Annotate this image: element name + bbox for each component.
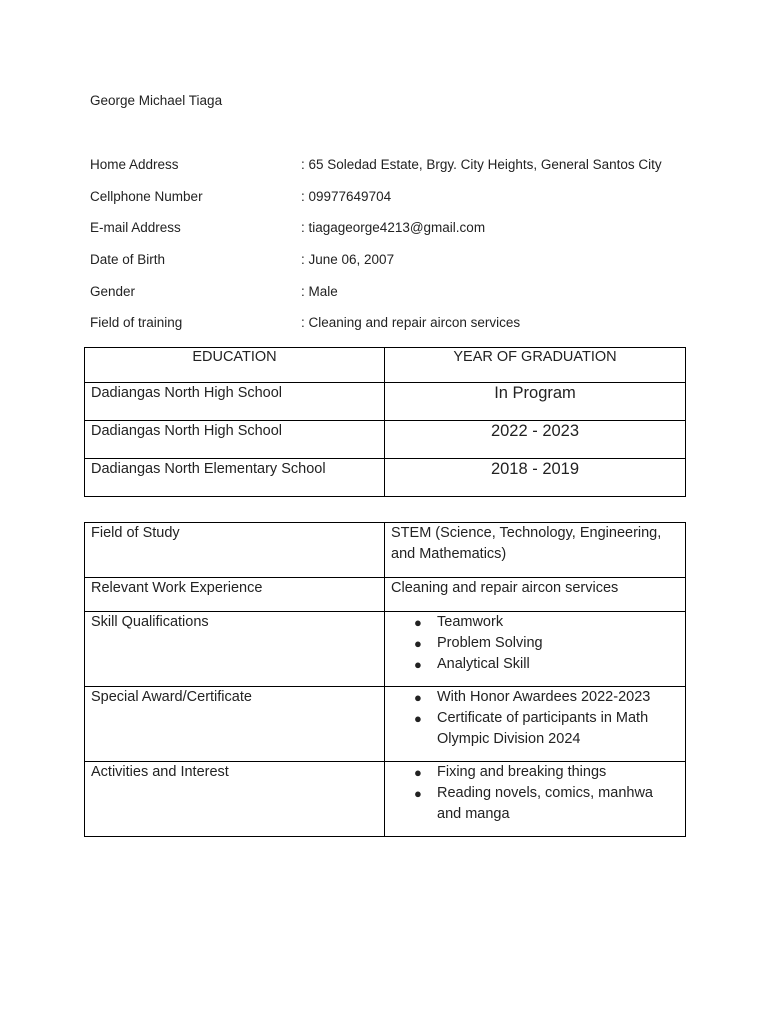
date-of-birth-label: Date of Birth [90, 252, 166, 268]
list-item [391, 708, 679, 750]
field-of-training-label: Field of training [90, 315, 183, 331]
table-row [85, 762, 686, 837]
bullet-icon: ● [414, 615, 422, 630]
date-of-birth-value: : June 06, 2007 [301, 252, 395, 268]
work-experience-label: Relevant Work Experience [85, 578, 385, 612]
home-address-label: Home Address [90, 157, 179, 172]
info-row-gender [90, 284, 690, 316]
bullet-icon: ● [414, 786, 422, 801]
cellphone-value: : 09977649704 [301, 188, 392, 204]
list-item [391, 654, 679, 675]
bullet-icon: ● [414, 711, 422, 726]
info-row-cellphone [90, 189, 690, 221]
info-row-home-address [90, 157, 690, 189]
graduation-year: In Program [385, 383, 686, 421]
skill-qualifications-list [391, 612, 679, 675]
bullet-icon: ● [414, 690, 422, 705]
education-column-header: EDUCATION [85, 348, 385, 383]
email-value: : tiagageorge4213@gmail.com [301, 220, 486, 236]
activities-interest-list [391, 762, 679, 825]
activities-interest-list-cell [385, 762, 686, 837]
list-item [391, 612, 679, 633]
graduation-year: 2018 - 2019 [385, 459, 686, 497]
table-row [85, 421, 686, 459]
list-item [391, 687, 679, 708]
email-label: E-mail Address [90, 220, 181, 236]
list-item [391, 783, 679, 825]
skill-qualifications-label: Skill Qualifications [85, 612, 385, 687]
education-header-row [85, 348, 686, 383]
special-award-label: Special Award/Certificate [85, 687, 385, 762]
activities-interest-label: Activities and Interest [85, 762, 385, 837]
special-award-list-cell [385, 687, 686, 762]
activity-text: Reading novels, comics, manhwa and manga [437, 785, 653, 822]
list-item [391, 762, 679, 783]
info-row-field-of-training [90, 315, 690, 347]
graduation-year: 2022 - 2023 [385, 421, 686, 459]
table-row [85, 612, 686, 687]
table-row [85, 459, 686, 497]
table-row [85, 383, 686, 421]
year-of-graduation-column-header: YEAR OF GRADUATION [385, 348, 686, 383]
award-text: With Honor Awardees 2022-2023 [437, 689, 651, 705]
skill-text: Teamwork [437, 614, 504, 630]
home-address-value: : 65 Soledad Estate, Brgy. City Heights, General Santos City [301, 157, 662, 172]
info-row-email [90, 220, 690, 252]
skill-text: Analytical Skill [437, 656, 530, 672]
skill-qualifications-list-cell [385, 612, 686, 687]
school-name: Dadiangas North Elementary School [85, 459, 385, 497]
qualifications-table [84, 522, 686, 837]
list-item [391, 633, 679, 654]
personal-info-section [90, 157, 690, 347]
field-of-study-label: Field of Study [85, 523, 385, 578]
table-row [85, 687, 686, 762]
bullet-icon: ● [414, 765, 422, 780]
gender-label: Gender [90, 283, 136, 299]
skill-text: Problem Solving [437, 635, 543, 651]
field-of-training-value: : Cleaning and repair aircon services [301, 315, 521, 331]
award-text: Certificate of participants in Math Olympic Division 2024 [437, 710, 649, 747]
special-award-list [391, 687, 679, 750]
applicant-name: George Michael Tiaga [90, 93, 223, 108]
field-of-study-value: STEM (Science, Technology, Engineering, and Mathematics) [385, 523, 686, 578]
cellphone-label: Cellphone Number [90, 188, 203, 204]
table-row [85, 578, 686, 612]
bullet-icon: ● [414, 657, 422, 672]
info-row-date-of-birth [90, 252, 690, 284]
school-name: Dadiangas North High School [85, 421, 385, 459]
education-table [84, 347, 686, 497]
school-name: Dadiangas North High School [85, 383, 385, 421]
work-experience-value: Cleaning and repair aircon services [385, 578, 686, 612]
activity-text: Fixing and breaking things [437, 764, 607, 780]
bullet-icon: ● [414, 636, 422, 651]
table-row [85, 523, 686, 578]
gender-value: : Male [301, 283, 338, 299]
